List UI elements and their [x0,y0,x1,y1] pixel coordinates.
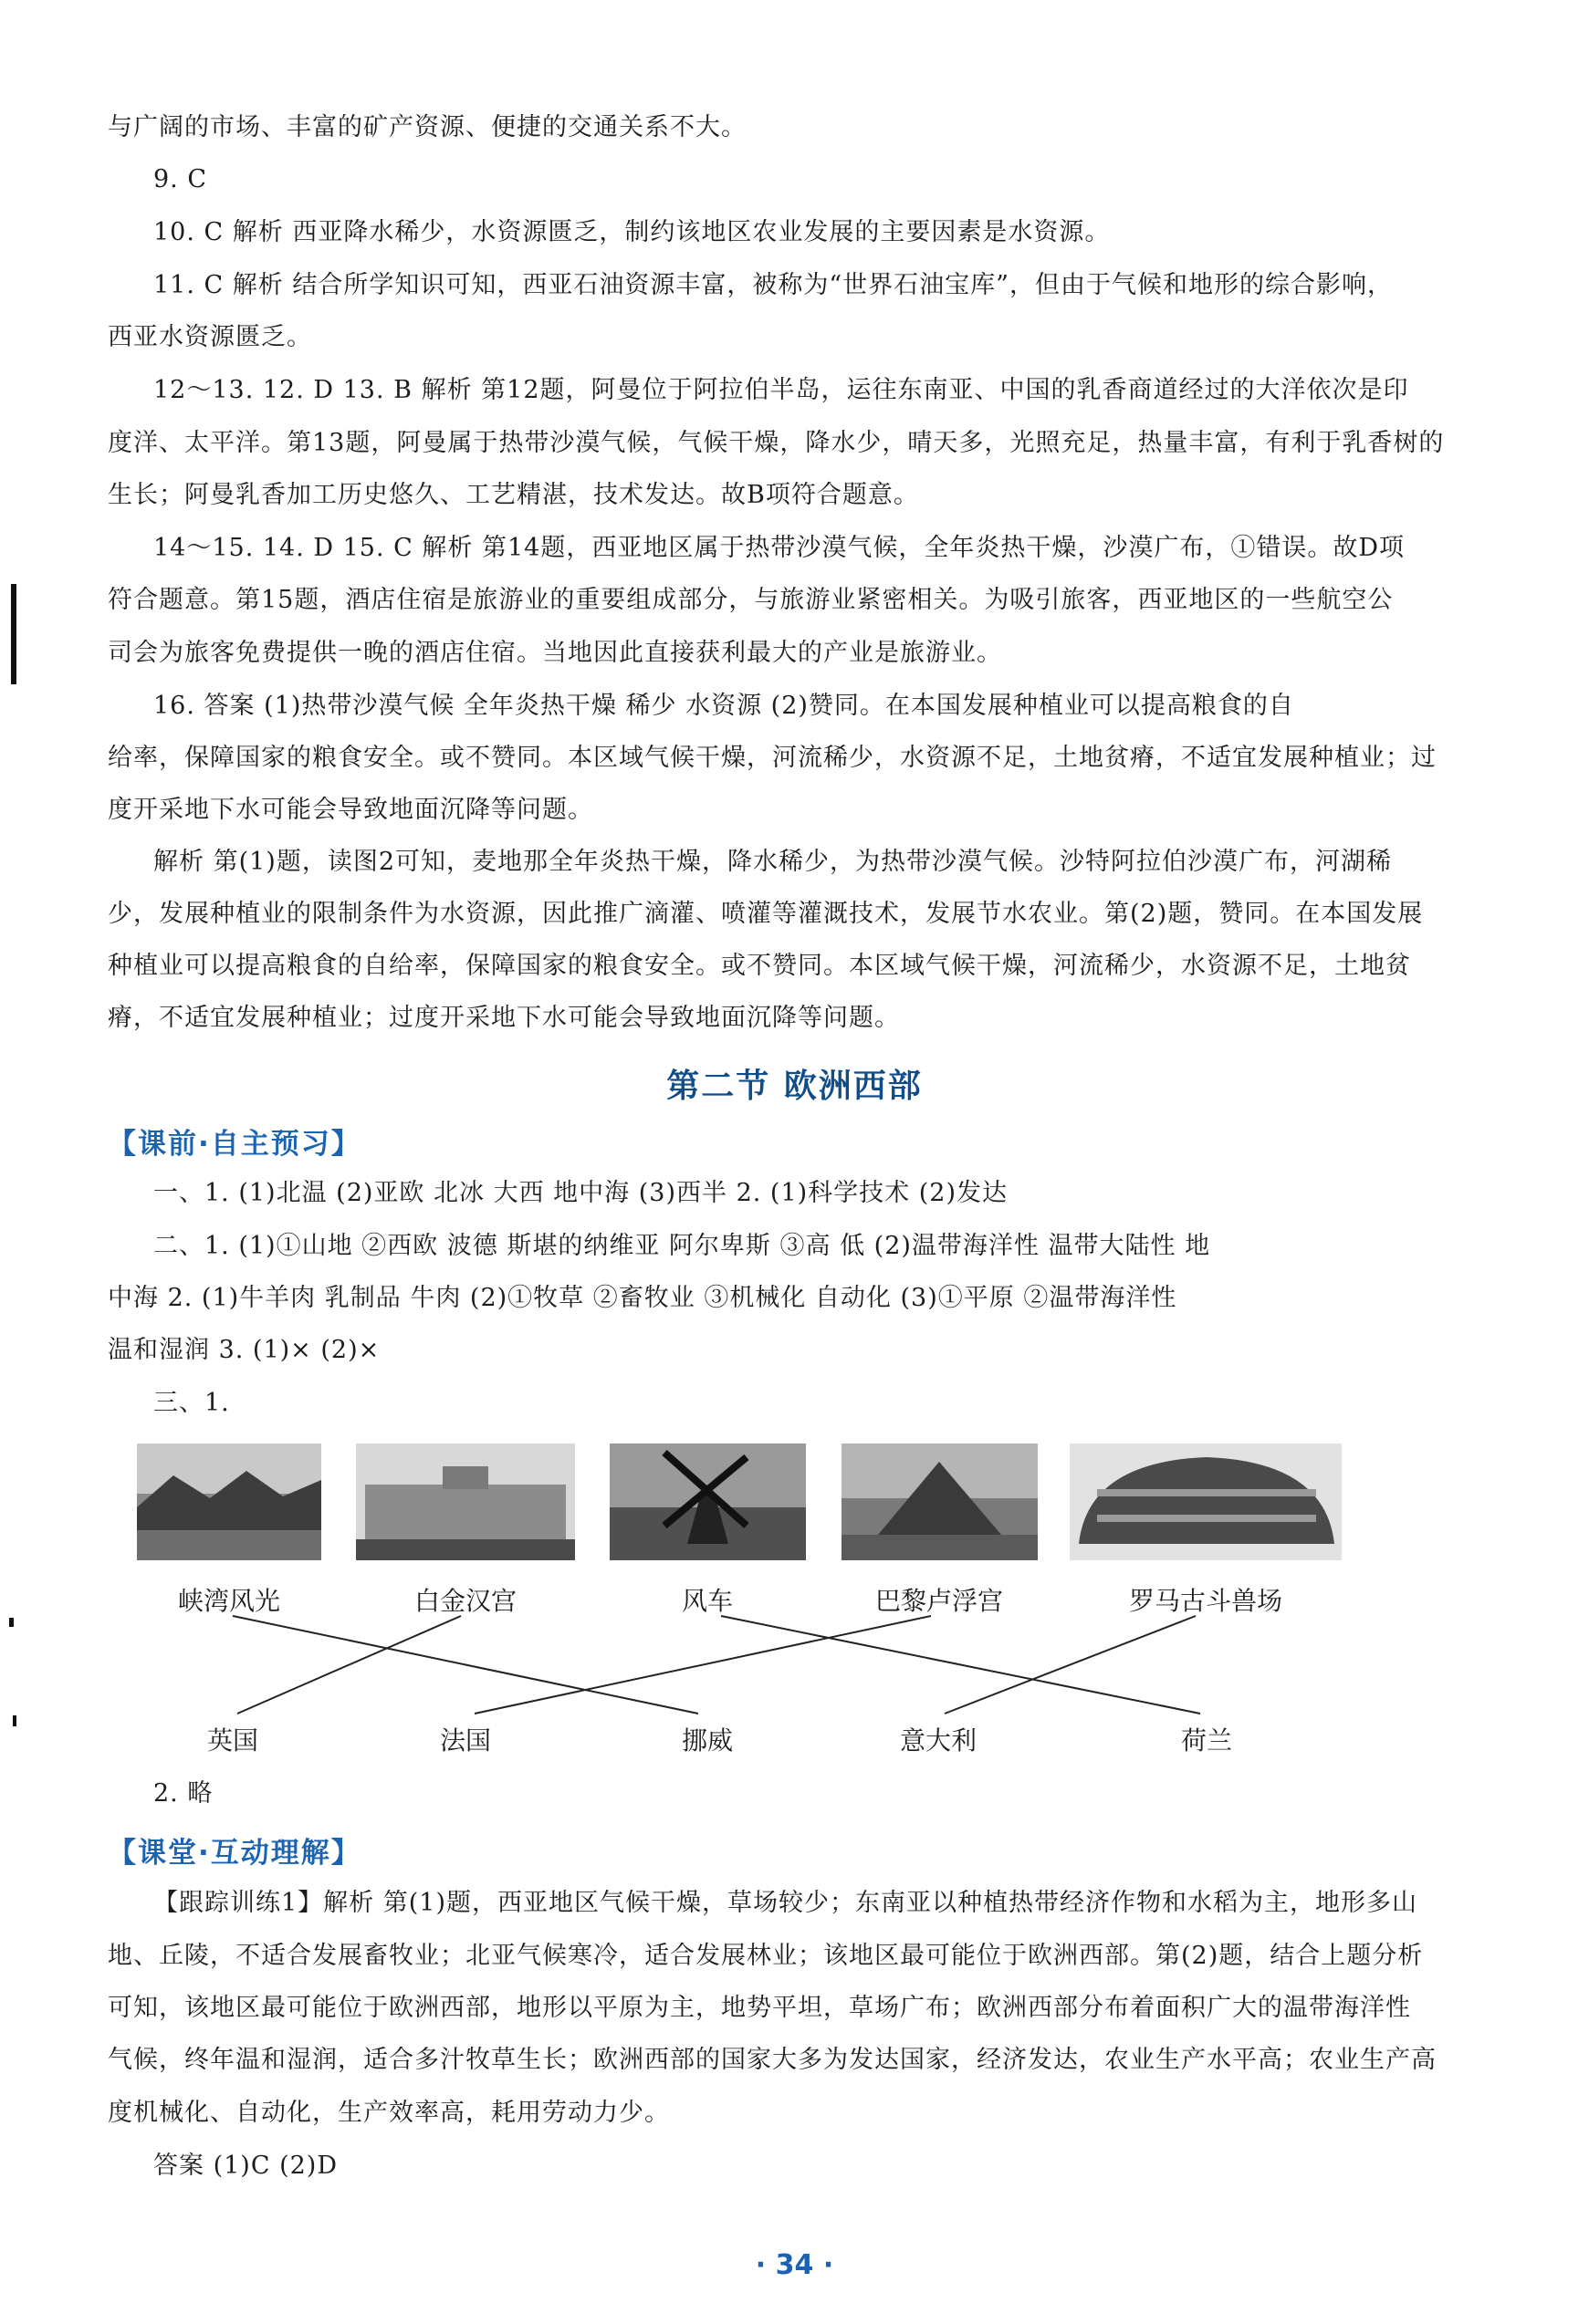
text-line: 与广阔的市场、丰富的矿产资源、便捷的交通关系不大。 [108,113,747,141]
match-line [945,1616,1196,1714]
text-line: 生长；阿曼乳香加工历史悠久、工艺精湛，技术发达。故B项符合题意。 [108,481,919,509]
picture-label: 罗马古斗兽场 [1128,1586,1282,1616]
text-line: 瘠，不适宜发展种植业；过度开采地下水可能会导致地面沉降等问题。 [108,1004,900,1032]
text-line: 西亚水资源匮乏。 [108,323,312,351]
text-line: 气候，终年温和湿润，适合多汁牧草生长；欧洲西部的国家大多为发达国家，经济发达，农业生产水平高；农业生产高 [108,2046,1437,2074]
country-label: 法国 [439,1725,491,1756]
text-line: 9. C [153,165,208,193]
country-label: 挪威 [681,1725,733,1756]
text-line: 中海 2. (1)牛羊肉 乳制品 牛肉 (2)①牧草 ②畜牧业 ③机械化 自动化 (3)①平原 ②温带海洋性 [108,1284,1177,1312]
heading-classroom: 【课堂·互动理解】 [108,1837,361,1870]
text-line: 可知，该地区最可能位于欧洲西部，地形以平原为主，地势平坦，草场广布；欧洲西部分布着面积广大的温带海洋性 [108,1994,1411,2022]
text-line: 度开采地下水可能会导致地面沉降等问题。 [108,796,593,824]
heading-preview: 【课前·自主预习】 [108,1128,361,1161]
scan-mark [11,584,16,684]
scan-mark [13,1715,16,1726]
windmill-photo [610,1443,806,1560]
match-line [237,1616,461,1714]
text-line: 一、1. (1)北温 (2)亚欧 北冰 大西 地中海 (3)西半 2. (1)科学技术 (2)发达 [153,1179,1008,1207]
text-line: 三、1. [153,1389,230,1417]
country-label: 意大利 [899,1725,977,1756]
text-line: 司会为旅客免费提供一晚的酒店住宿。当地因此直接获利最大的产业是旅游业。 [108,639,1002,667]
text-line: 温和湿润 3. (1)× (2)× [108,1336,381,1364]
picture-label: 峡湾风光 [177,1586,280,1616]
text-line: 11. C 解析 结合所学知识可知，西亚石油资源丰富，被称为“世界石油宝库”，但由于气候和地形的综合影响， [153,271,1393,299]
text-line: 【跟踪训练1】解析 第(1)题，西亚地区气候干燥，草场较少；东南亚以种植热带经济作物和水稻为主，地形多山 [153,1889,1418,1917]
text-line: 答案 (1)C (2)D [153,2152,338,2180]
page-number: · 34 · [755,2249,834,2281]
match-line [233,1616,698,1714]
text-line: 度洋、太平洋。第13题，阿曼属于热带沙漠气候，气候干燥，降水少，晴天多，光照充足，热量丰富，有利于乳香树的 [108,429,1445,457]
text-line: 给率，保障国家的粮食安全。或不赞同。本区域气候干燥，河流稀少，水资源不足，土地贫瘠，不适宜发展种植业；过 [108,744,1437,772]
text-line: 14～15. 14. D 15. C 解析 第14题，西亚地区属于热带沙漠气候，全年炎热干燥，沙漠广布，①错误。故D项 [153,534,1405,562]
match-line [721,1616,1200,1714]
louvre-photo [842,1443,1038,1560]
section-title: 第二节 欧洲西部 [666,1068,923,1105]
picture-label: 巴黎卢浮宫 [874,1586,1003,1616]
buckingham-palace-photo [356,1443,575,1560]
text-line: 二、1. (1)①山地 ②西欧 波德 斯堪的纳维亚 阿尔卑斯 ③高 低 (2)温带海洋性 温带大陆性 地 [153,1232,1211,1260]
text-line: 度机械化、自动化，生产效率高，耗用劳动力少。 [108,2099,670,2127]
picture-label: 白金汉宫 [413,1586,517,1616]
text-line: 种植业可以提高粮食的自给率，保障国家的粮食安全。或不赞同。本区域气候干燥，河流稀少，水资源不足，土地贫 [108,952,1411,980]
text-line: 2. 略 [153,1779,214,1808]
picture-label: 风车 [681,1586,733,1616]
country-label: 荷兰 [1180,1725,1232,1756]
country-label: 英国 [206,1725,258,1756]
fjord-photo [137,1443,321,1560]
text-line: 10. C 解析 西亚降水稀少，水资源匮乏，制约该地区农业发展的主要因素是水资源。 [153,218,1111,246]
text-line: 12～13. 12. D 13. B 解析 第12题，阿曼位于阿拉伯半岛，运往东南亚、中国的乳香商道经过的大洋依次是印 [153,376,1409,404]
match-line [475,1616,931,1714]
text-line: 16. 答案 (1)热带沙漠气候 全年炎热干燥 稀少 水资源 (2)赞同。在本国发展种植业可以提高粮食的自 [153,692,1294,720]
text-line: 解析 第(1)题，读图2可知，麦地那全年炎热干燥，降水稀少，为热带沙漠气候。沙特阿拉伯沙漠广布，河湖稀 [153,848,1393,876]
text-line: 符合题意。第15题，酒店住宿是旅游业的重要组成部分，与旅游业紧密相关。为吸引旅客，西亚地区的一些航空公 [108,586,1394,614]
colosseum-photo [1070,1443,1342,1560]
text-line: 地、丘陵，不适合发展畜牧业；北亚气候寒冷，适合发展林业；该地区最可能位于欧洲西部。第(2)题，结合上题分析 [108,1942,1424,1970]
scan-mark [9,1618,14,1627]
text-line: 少，发展种植业的限制条件为水资源，因此推广滴灌、喷灌等灌溉技术，发展节水农业。第(2)题，赞同。在本国发展 [108,900,1424,928]
